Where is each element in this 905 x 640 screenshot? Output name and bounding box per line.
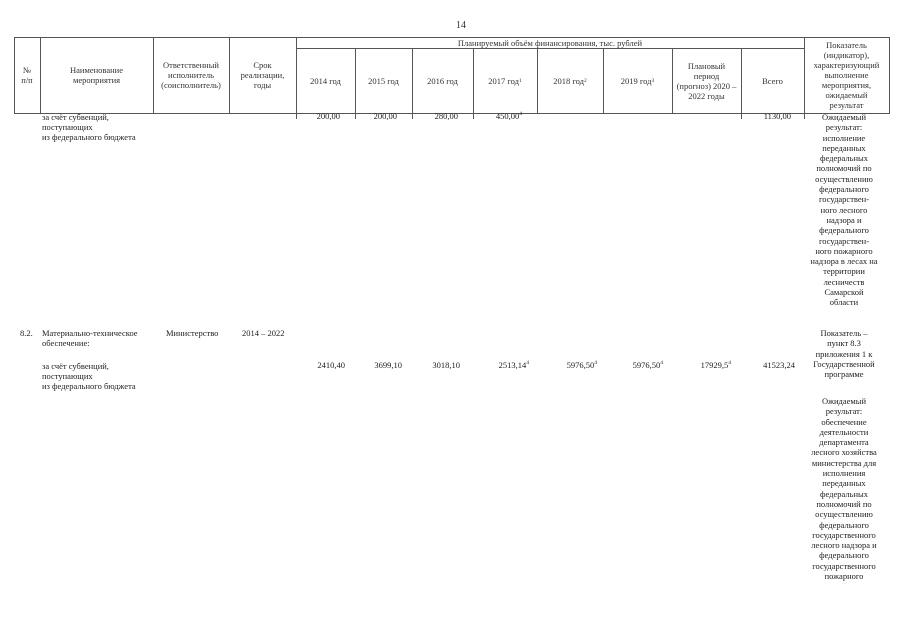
- row2-2014: 2410,40: [317, 360, 345, 370]
- header-responsible: Ответственный исполнитель (соисполнитель): [161, 60, 221, 90]
- row2-num: 8.2.: [20, 328, 33, 338]
- row1-total: 1130,00: [763, 111, 791, 121]
- header-name: Наименование мероприятия: [70, 65, 123, 85]
- row1-name: за счёт субвенций, поступающих из федерального бюджета: [42, 112, 136, 142]
- row2-2015: 3699,10: [374, 360, 402, 370]
- row2-responsible: Министерство: [166, 328, 219, 338]
- header-2018: 2018 год 2: [553, 75, 587, 86]
- row1-2016: 280,00: [434, 111, 458, 121]
- row2-2017: 2513,14$^4$: [498, 360, 529, 370]
- row2-name: Материально-техническое обеспечение:: [42, 328, 138, 348]
- header-2019: 2019 год 3: [620, 75, 655, 86]
- row2-2018: 5976,50$^4$: [566, 360, 597, 370]
- row1-result: Ожидаемый результат: исполнение переданных федеральных полномочий по осуществлению федерального государствен- ного лесного надзора и федерального государствен- ного пожарного надзора в лесах на территории лесничеств Самарской области: [810, 112, 878, 308]
- header-2015: 2015 год: [368, 75, 399, 86]
- header-indicator: Показатель (индикатор), характеризующий выполнение мероприятия, ожидаемый результат: [813, 40, 880, 110]
- row2-2019: 5976,50$^4$: [632, 360, 663, 370]
- header-2017: 2017 год 1: [488, 75, 522, 86]
- row2-total: 41523,24: [763, 360, 795, 370]
- header-2016: 2016 год: [427, 75, 458, 86]
- row2-sub-name: за счёт субвенций, поступающих из федерального бюджета: [42, 361, 136, 391]
- header-funding-title: Планируемый объём финансирования, тыс. рублей: [457, 37, 643, 48]
- row1-2017: 450,00$^4$: [495, 111, 522, 121]
- row2-result: Ожидаемый результат: обеспечение деятельности департамента лесного хозяйства министерства для исполнения переданных федеральных полномочий по осуществлению федерального государственного лесного надзора и федерального государственного пожарного: [811, 396, 877, 582]
- row2-indicator: Показатель – пункт 8.3 приложения 1 к Государственной программе: [813, 328, 875, 380]
- header-planned-period: Плановый период (прогноз) 2020 – 2022 годы: [676, 60, 737, 101]
- row1-2014: 200,00: [316, 111, 340, 121]
- header-total: Всего: [762, 75, 783, 86]
- header-num: № п/п: [21, 65, 33, 85]
- header-2014: 2014 год: [310, 75, 341, 86]
- page-number: 14: [456, 20, 466, 31]
- row2-2016: 3018,10: [432, 360, 460, 370]
- row1-2015: 200,00: [373, 111, 397, 121]
- header-term: Срок реализации, годы: [240, 60, 285, 90]
- row2-term: 2014 – 2022: [242, 328, 285, 338]
- row2-planned: 17929,5$^4$: [700, 360, 731, 370]
